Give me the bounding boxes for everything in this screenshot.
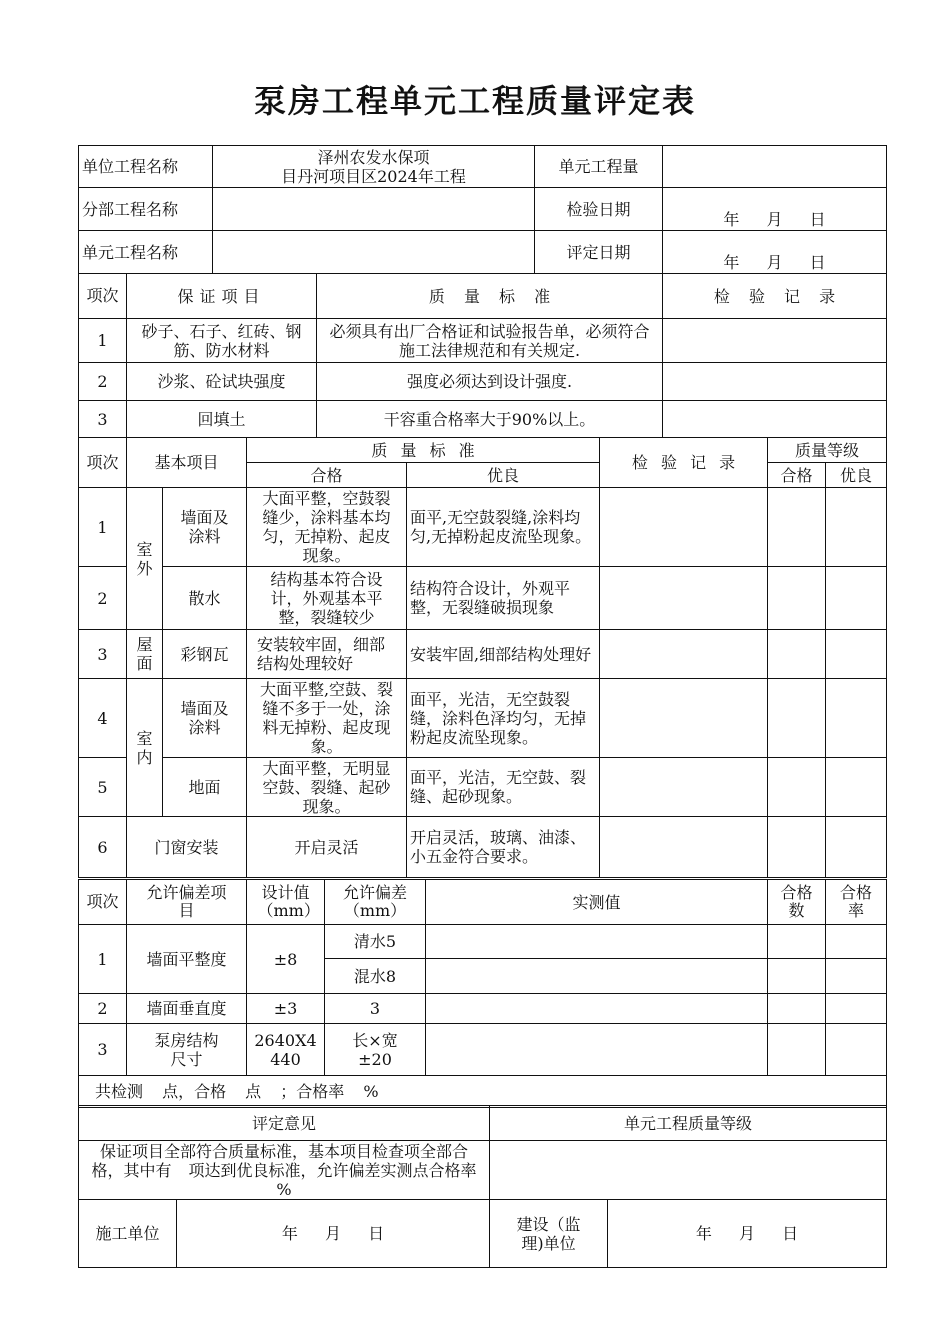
element-name-value — [213, 231, 535, 274]
assessment-table — [78, 1105, 887, 1200]
tolerance-item: 泵房结构尺寸 — [127, 1024, 247, 1076]
construction-unit-label: 施工单位 — [79, 1200, 177, 1268]
assess-date-value: 年 月 日 — [663, 231, 887, 274]
grade-pass — [768, 630, 826, 679]
guarantee-col-record: 检 验 记 录 — [663, 274, 887, 319]
row-no: 1 — [79, 319, 127, 363]
guarantee-item: 沙浆、砼试块强度 — [127, 363, 317, 401]
inspect-date-value: 年 月 日 — [663, 188, 887, 231]
basic-table — [78, 437, 887, 878]
grade-good — [826, 630, 887, 679]
assessment-opinion-text: 保证项目全部符合质量标准，基本项目检查项全部合格，其中有 项达到优良标准，允许偏差实测点合格率 % — [79, 1141, 490, 1200]
grade-pass — [768, 488, 826, 567]
basic-col-no: 项次 — [79, 438, 127, 488]
row-no: 1 — [79, 925, 127, 994]
table-row — [79, 319, 887, 363]
group-roof: 屋面 — [127, 630, 163, 679]
inspect-date-label: 检验日期 — [535, 188, 663, 231]
unit-project-value-line2: 目丹河项目区2024年工程 — [281, 166, 466, 186]
table-row — [79, 1024, 887, 1076]
element-name-label: 单元工程名称 — [79, 231, 213, 274]
sub-project-value — [213, 188, 535, 231]
guarantee-col-standard: 质 量 标 准 — [317, 274, 663, 319]
row-no: 4 — [79, 679, 127, 758]
tolerance-item: 墙面平整度 — [127, 925, 247, 994]
supervision-unit-label: 建设（监理)单位 — [490, 1200, 608, 1268]
basic-col-item: 基本项目 — [127, 438, 247, 488]
tolerance-allow: 3 — [325, 994, 426, 1024]
guarantee-record — [663, 401, 887, 438]
sub-project-label: 分部工程名称 — [79, 188, 213, 231]
row-no: 3 — [79, 401, 127, 438]
grade-pass — [768, 758, 826, 817]
tolerance-pass-count — [768, 959, 826, 994]
basic-item: 墙面及涂料 — [163, 488, 247, 567]
grade-pass — [768, 817, 826, 878]
basic-good: 结构符合设计，外观平整，无裂缝破损现象 — [407, 567, 600, 630]
table-row — [79, 758, 887, 817]
basic-record — [600, 817, 768, 878]
construction-date: 年 月 日 — [177, 1200, 490, 1268]
tolerance-pass-rate — [826, 925, 887, 959]
tolerance-pass-count — [768, 1024, 826, 1076]
group-outdoor: 室外 — [127, 488, 163, 630]
tolerance-pass-rate — [826, 959, 887, 994]
basic-pass: 结构基本符合设计，外观基本平整，裂缝较少 — [247, 567, 407, 630]
grade-good — [826, 679, 887, 758]
tolerance-pass-rate — [826, 994, 887, 1024]
tolerance-design: 2640X4440 — [247, 1024, 325, 1076]
guarantee-item: 砂子、石子、红砖、钢筋、防水材料 — [127, 319, 317, 363]
basic-col-grade: 质量等级 — [768, 438, 887, 463]
assessment-opinion-label: 评定意见 — [79, 1106, 490, 1141]
tolerance-measured — [426, 959, 768, 994]
basic-item: 门窗安装 — [127, 817, 247, 878]
tolerance-design: ±3 — [247, 994, 325, 1024]
tolerance-allow: 清水5 — [325, 925, 426, 959]
tolerance-measured — [426, 994, 768, 1024]
tolerance-col-no: 项次 — [79, 880, 127, 925]
element-quantity-label: 单元工程量 — [535, 146, 663, 188]
header-table — [78, 145, 887, 274]
tolerance-col-pass-count: 合格数 — [768, 880, 826, 925]
grade-good — [826, 567, 887, 630]
basic-pass: 大面平整，无明显空鼓、裂缝、起砂现象。 — [247, 758, 407, 817]
guarantee-standard: 必须具有出厂合格证和试验报告单，必须符合施工法律规范和有关规定. — [317, 319, 663, 363]
tolerance-allow: 长×宽±20 — [325, 1024, 426, 1076]
basic-record — [600, 488, 768, 567]
page-title: 泵房工程单元工程质量评定表 — [253, 82, 696, 120]
tolerance-table — [78, 879, 887, 1108]
basic-pass: 大面平整,空鼓、裂缝不多于一处，涂料无掉粉、起皮现象。 — [247, 679, 407, 758]
basic-col-grade-pass: 合格 — [768, 463, 826, 488]
tolerance-col-design: 设计值（mm） — [247, 880, 325, 925]
basic-record — [600, 679, 768, 758]
basic-col-good: 优良 — [407, 463, 600, 488]
basic-record — [600, 758, 768, 817]
row-no: 2 — [79, 994, 127, 1024]
table-row — [79, 401, 887, 438]
grade-good — [826, 817, 887, 878]
row-no: 1 — [79, 488, 127, 567]
basic-pass: 开启灵活 — [247, 817, 407, 878]
assess-date-label: 评定日期 — [535, 231, 663, 274]
tolerance-col-item: 允许偏差项目 — [127, 880, 247, 925]
row-no: 3 — [79, 1024, 127, 1076]
tolerance-col-allow: 允许偏差（mm） — [325, 880, 426, 925]
guarantee-col-item: 保证项目 — [127, 274, 317, 319]
guarantee-standard: 干容重合格率大于90%以上。 — [317, 401, 663, 438]
table-row — [79, 630, 887, 679]
row-no: 5 — [79, 758, 127, 817]
grade-pass — [768, 679, 826, 758]
group-indoor: 室内 — [127, 679, 163, 817]
basic-pass: 安装较牢固，细部结构处理较好 — [247, 630, 407, 679]
basic-record — [600, 567, 768, 630]
table-row — [79, 679, 887, 758]
table-row — [79, 488, 887, 567]
basic-col-record: 检 验 记 录 — [600, 438, 768, 488]
element-quantity-value — [663, 146, 887, 188]
guarantee-record — [663, 319, 887, 363]
table-row — [79, 994, 887, 1024]
guarantee-standard: 强度必须达到设计强度. — [317, 363, 663, 401]
basic-item: 墙面及涂料 — [163, 679, 247, 758]
footer-table — [78, 1199, 887, 1268]
assessment-grade-label: 单元工程质量等级 — [490, 1106, 887, 1141]
assessment-grade-value — [490, 1141, 887, 1200]
guarantee-record — [663, 363, 887, 401]
guarantee-table — [78, 273, 887, 438]
tolerance-summary: 共检测 点，合格 点 ；合格率 % — [79, 1076, 887, 1108]
guarantee-item: 回填土 — [127, 401, 317, 438]
tolerance-allow: 混水8 — [325, 959, 426, 994]
row-no: 2 — [79, 567, 127, 630]
tolerance-measured — [426, 925, 768, 959]
basic-item: 地面 — [163, 758, 247, 817]
unit-project-value-line1: 泽州农发水保项 — [317, 147, 430, 167]
basic-good: 面平，光洁，无空鼓裂缝，涂料色泽均匀，无掉粉起皮流坠现象。 — [407, 679, 600, 758]
table-row — [79, 817, 887, 878]
guarantee-col-no: 项次 — [79, 274, 127, 319]
basic-col-standard: 质 量 标 准 — [247, 438, 600, 463]
unit-project-value — [213, 146, 535, 188]
grade-pass — [768, 567, 826, 630]
tolerance-col-pass-rate: 合格率 — [826, 880, 887, 925]
basic-record — [600, 630, 768, 679]
basic-good: 安装牢固,细部结构处理好 — [407, 630, 600, 679]
basic-item: 散水 — [163, 567, 247, 630]
basic-col-grade-good: 优良 — [826, 463, 887, 488]
basic-good: 开启灵活，玻璃、油漆、小五金符合要求。 — [407, 817, 600, 878]
grade-good — [826, 488, 887, 567]
table-row — [79, 363, 887, 401]
row-no: 6 — [79, 817, 127, 878]
tolerance-pass-rate — [826, 1024, 887, 1076]
grade-good — [826, 758, 887, 817]
tolerance-item: 墙面垂直度 — [127, 994, 247, 1024]
tolerance-pass-count — [768, 994, 826, 1024]
basic-col-pass: 合格 — [247, 463, 407, 488]
unit-project-label: 单位工程名称 — [79, 146, 213, 188]
basic-pass: 大面平整，空鼓裂缝少，涂料基本均匀，无掉粉、起皮现象。 — [247, 488, 407, 567]
basic-good: 面平，光洁，无空鼓、裂缝、起砂现象。 — [407, 758, 600, 817]
tolerance-pass-count — [768, 925, 826, 959]
row-no: 3 — [79, 630, 127, 679]
row-no: 2 — [79, 363, 127, 401]
table-row — [79, 925, 887, 959]
basic-good: 面平,无空鼓裂缝,涂料均匀,无掉粉起皮流坠现象。 — [407, 488, 600, 567]
tolerance-design: ±8 — [247, 925, 325, 994]
basic-item: 彩钢瓦 — [163, 630, 247, 679]
table-row — [79, 567, 887, 630]
tolerance-measured — [426, 1024, 768, 1076]
tolerance-col-measured: 实测值 — [426, 880, 768, 925]
supervision-date: 年 月 日 — [608, 1200, 887, 1268]
